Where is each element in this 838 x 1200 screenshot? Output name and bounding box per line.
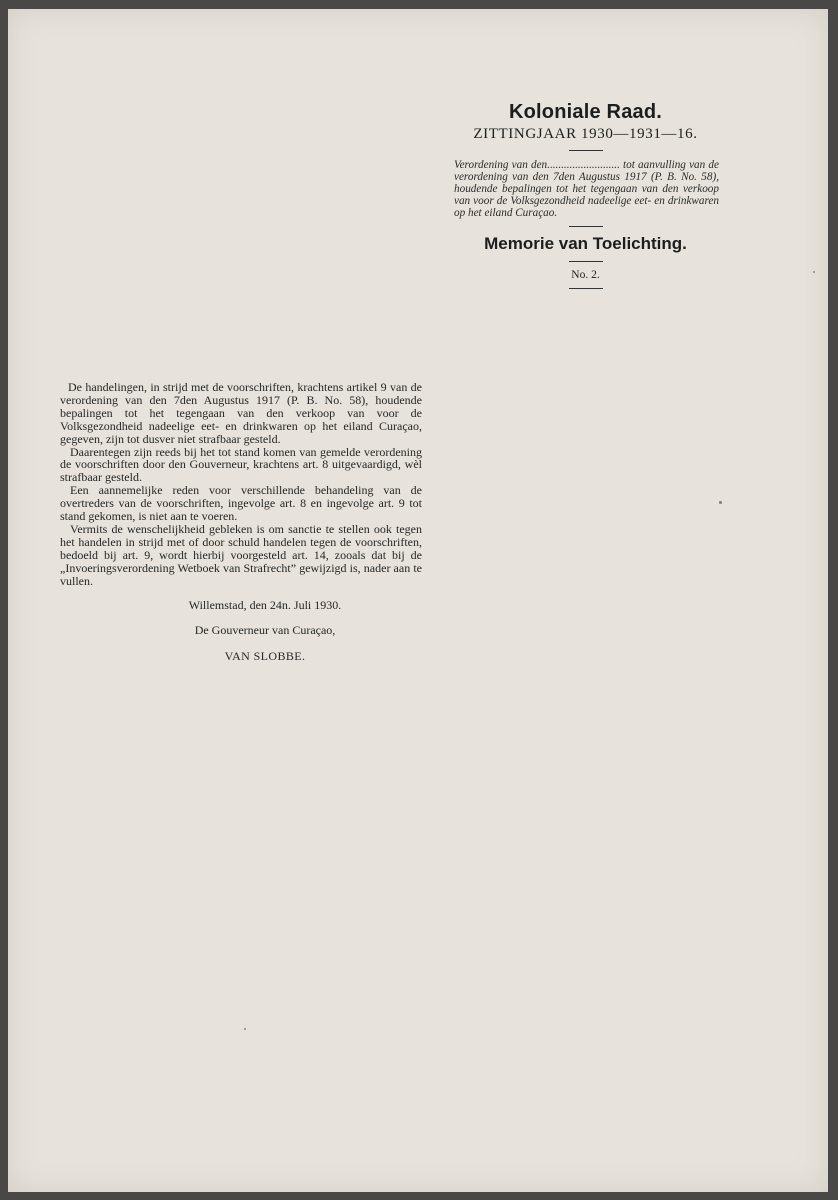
paper-speck — [244, 1028, 246, 1030]
paper-speck — [719, 501, 722, 504]
council-title: Koloniale Raad. — [508, 101, 663, 123]
divider — [569, 261, 603, 262]
paper-speck — [813, 271, 815, 273]
document-page — [8, 9, 828, 1192]
divider — [569, 226, 603, 227]
divider — [569, 150, 603, 151]
paragraph: Een aannemelijke reden voor verschillende behandeling van de overtreders van de voorschriften, ingevolge art. 8 en ingevolge art. 9 tot stand gekomen, is niet aan te voeren. — [60, 483, 422, 524]
governor-title: De Gouverneur van Curaçao, — [194, 623, 336, 638]
place-date: Willemstad, den 24n. Juli 1930. — [188, 597, 342, 612]
closing-block — [150, 599, 380, 664]
explanatory-text — [60, 381, 422, 663]
memorie-heading: Memorie van Toelichting. — [484, 234, 687, 253]
signature: VAN SLOBBE. — [224, 649, 306, 664]
decree-description: Verordening van den.......................... tot aanvulling van de verordening van den 7den Augustus 1917 (P. B. No. 58), houdende bepalingen tot het tegengaan van den verkoop van voor de Volksgezondheid nadeelige eet- en drinkwaren op het eiland Curaçao. — [454, 159, 719, 219]
paragraph: Daarentegen zijn reeds bij het tot stand komen van gemelde verordening de voorschriften door den Gouverneur, krachtens art. 8 uitgevaardigd, wèl strafbaar gesteld. — [60, 444, 422, 485]
document-number: No. 2. — [571, 269, 600, 281]
paragraph: De handelingen, in strijd met de voorschriften, krachtens artikel 9 van de verordening van den 7den Augustus 1917 (P. B. No. 58), houdende bepalingen tot het tegengaan van den verkoop van voor de Volksgezondheid nadeelige eet- en drinkwaren op het eiland Curaçao, gegeven, zijn tot dusver niet strafbaar gesteld. — [60, 380, 422, 446]
divider — [569, 288, 603, 289]
document-header — [448, 101, 723, 296]
paragraph: Vermits de wenschelijkheid gebleken is om sanctie te stellen ook tegen het handelen in strijd met of door schuld handelen tegen de voorschriften, bedoeld bij art. 9, wordt hierbij voorgesteld art. 14, zooals dat bij de „Invoeringsverordening Wetboek van Strafrecht” gewijzigd is, nader aan te vullen. — [60, 521, 422, 588]
session-year: ZITTINGJAAR 1930—1931—16. — [473, 126, 698, 142]
